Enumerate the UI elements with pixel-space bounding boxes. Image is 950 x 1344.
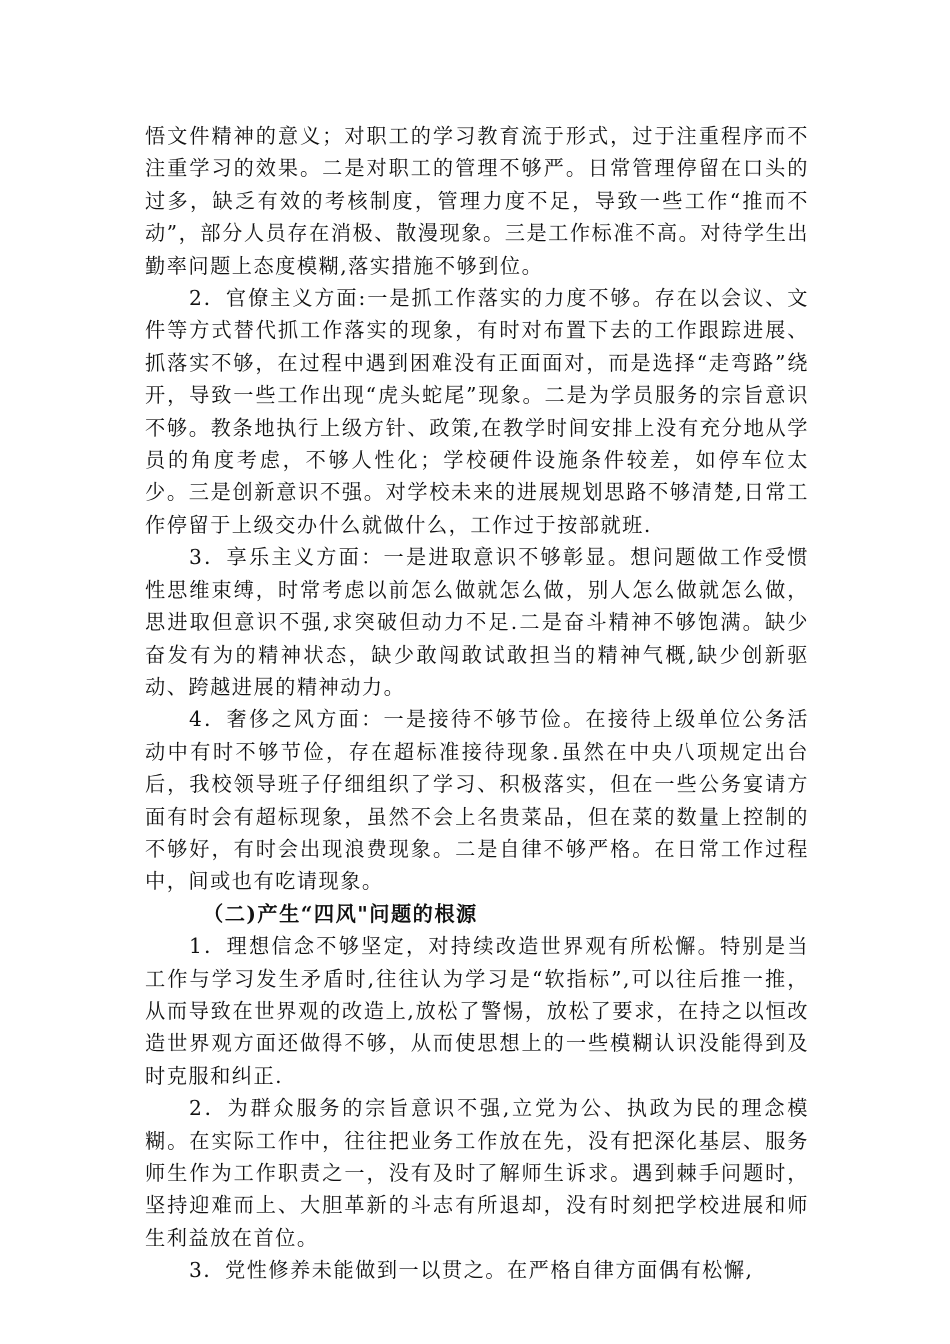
paragraph-hedonism: 3．享乐主义方面：一是进取意识不够彰显。想问题做工作受惯性思维束缚，时常考虑以前怎么做就怎么做，别人怎么做就怎么做，思进取但意识不强,求突破但动力不足.二是奋斗精神不够饱满。缺少奋发有为的精神状态，缺少敢闯敢试敢担当的精神气概,缺少创新驱动、跨越进展的精神动力。: [145, 545, 809, 699]
section-heading-roots: （二)产生“四风"问题的根源: [203, 901, 478, 926]
paragraph-continuation: 悟文件精神的意义；对职工的学习教育流于形式，过于注重程序而不注重学习的效果。二是对职工的管理不够严。日常管理停留在口头的过多，缺乏有效的考核制度，管理力度不足，导致一些工作“推而不动”，部分人员存在消极、散漫现象。三是工作标准不高。对待学生出勤率问题上态度模糊,落实措施不够到位。: [145, 124, 809, 278]
paragraph-root-1: 1．理想信念不够坚定，对持续改造世界观有所松懈。特别是当工作与学习发生矛盾时,往往认为学习是“软指标”,可以往后推一推，从而导致在世界观的改造上,放松了警惕，放松了要求，在持之以恒改造世界观方面还做得不够，从而使思想上的一些模糊认识没能得到及时克服和纠正.: [145, 934, 809, 1088]
paragraph-extravagance: 4．奢侈之风方面：一是接待不够节俭。在接待上级单位公务活动中有时不够节俭，存在超标准接待现象.虽然在中央八项规定出台后，我校领导班子仔细组织了学习、积极落实，但在一些公务宴请方面有时会有超标现象，虽然不会上名贵菜品，但在菜的数量上控制的不够好，有时会出现浪费现象。二是自律不够严格。在日常工作过程中，间或也有吃请现象。: [145, 707, 809, 894]
document-page: [145, 120, 809, 1287]
paragraph-root-2: 2．为群众服务的宗旨意识不强,立党为公、执政为民的理念模糊。在实际工作中，往往把业务工作放在先，没有把深化基层、服务师生作为工作职责之一，没有及时了解师生诉求。遇到棘手问题时，坚持迎难而上、大胆革新的斗志有所退却，没有时刻把学校进展和师生利益放在首位。: [145, 1096, 809, 1250]
paragraph-root-3: 3．党性修养未能做到一以贯之。在严格自律方面偶有松懈,: [189, 1258, 754, 1283]
paragraph-bureaucratism: 2．官僚主义方面:一是抓工作落实的力度不够。存在以会议、文件等方式替代抓工作落实的现象，有时对布置下去的工作跟踪进展、抓落实不够，在过程中遇到困难没有正面面对，而是选择“走弯路”绕开，导致一些工作出现“虎头蛇尾”现象。二是为学员服务的宗旨意识不够。教条地执行上级方针、政策,在教学时间安排上没有充分地从学员的角度考虑，不够人性化；学校硬件设施条件较差，如停车位太少。三是创新意识不强。对学校未来的进展规划思路不够清楚,日常工作停留于上级交办什么就做什么，工作过于按部就班.: [145, 286, 809, 537]
